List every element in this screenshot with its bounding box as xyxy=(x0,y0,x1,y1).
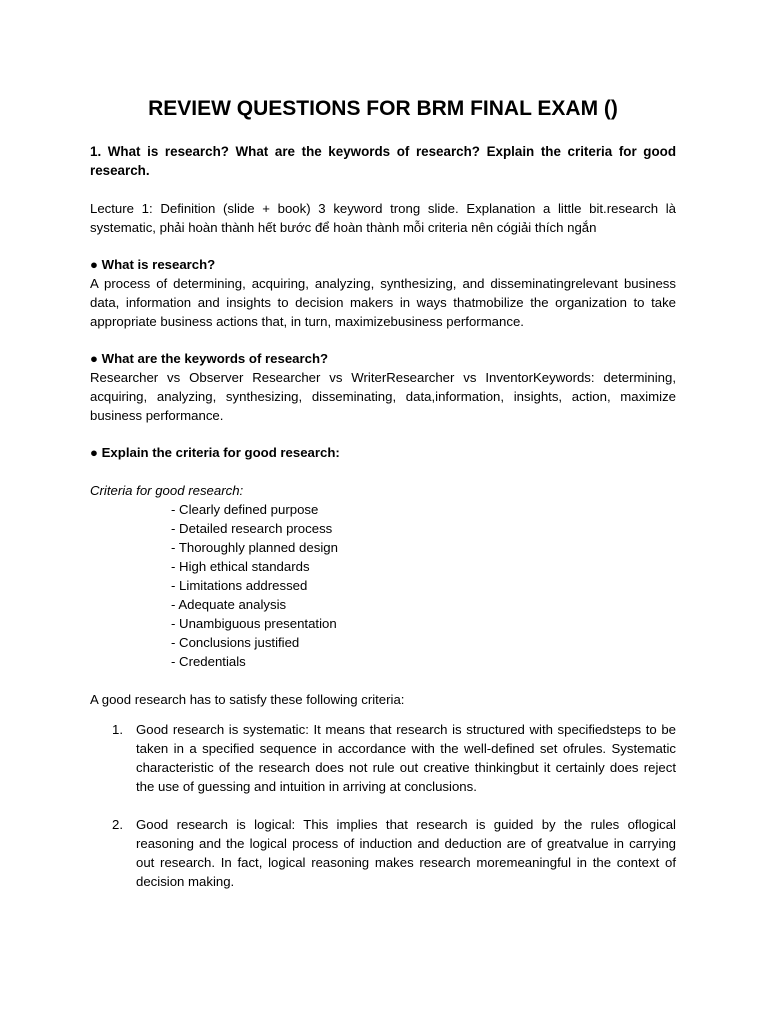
what-is-research-heading: ● What is research? xyxy=(90,257,216,272)
document-content xyxy=(90,94,676,910)
numbered-criteria-list xyxy=(90,720,676,891)
criteria-item: - Credentials xyxy=(171,654,246,669)
item-text: Good research is systematic: It means that research is structured with specifiedsteps to be taken in a specified sequence in accordance with the well-defined set ofrules. Systematic characteristic of the research does not rule out creative thinkingbut it certainly does reject the use of guessing and intuition in arriving at conclusions. xyxy=(136,722,676,794)
item-number: 1. xyxy=(112,722,123,737)
criteria-heading: ● Explain the criteria for good research: xyxy=(90,445,340,460)
numbered-item xyxy=(90,815,676,891)
criteria-item: - Conclusions justified xyxy=(171,635,300,650)
item-number: 2. xyxy=(112,817,123,832)
lecture-note: Lecture 1: Definition (slide + book) 3 keyword trong slide. Explanation a little bit.research là systematic, phải hoàn thành hết bước để hoàn thành mỗi criteria nên cógiải thích ngắn xyxy=(90,201,676,235)
numbered-item xyxy=(90,720,676,796)
criteria-item: - Clearly defined purpose xyxy=(171,502,319,517)
criteria-intro: A good research has to satisfy these following criteria: xyxy=(90,692,405,707)
criteria-item: - Adequate analysis xyxy=(171,597,287,612)
criteria-item: - Limitations addressed xyxy=(171,578,308,593)
item-text: Good research is logical: This implies that research is guided by the rules oflogical reasoning and the logical process of induction and deduction are of greatvalue in carrying out research. In fact, logical reasoning makes research moremeaningful in the context of decision making. xyxy=(136,817,676,889)
criteria-item: - Thoroughly planned design xyxy=(171,540,338,555)
page-title: REVIEW QUESTIONS FOR BRM FINAL EXAM () xyxy=(148,97,618,120)
keywords-heading: ● What are the keywords of research? xyxy=(90,351,329,366)
criteria-item: - Unambiguous presentation xyxy=(171,616,337,631)
criteria-label: Criteria for good research: xyxy=(90,483,244,498)
question-1: 1. What is research? What are the keywords of research? Explain the criteria for good research. xyxy=(90,144,676,178)
criteria-item: - Detailed research process xyxy=(171,521,333,536)
criteria-list xyxy=(90,500,676,671)
keywords-text: Researcher vs Observer Researcher vs WriterResearcher vs InventorKeywords: determining, acquiring, analyzing, synthesizing, disseminating, data,information, insights, action, maximize business performance. xyxy=(90,370,676,423)
what-is-research-text: A process of determining, acquiring, analyzing, synthesizing, and disseminatingrelevant business data, information and insights to decision makers in ways thatmobilize the organization to take appropriate business actions that, in turn, maximizebusiness performance. xyxy=(90,276,676,329)
criteria-item: - High ethical standards xyxy=(171,559,310,574)
